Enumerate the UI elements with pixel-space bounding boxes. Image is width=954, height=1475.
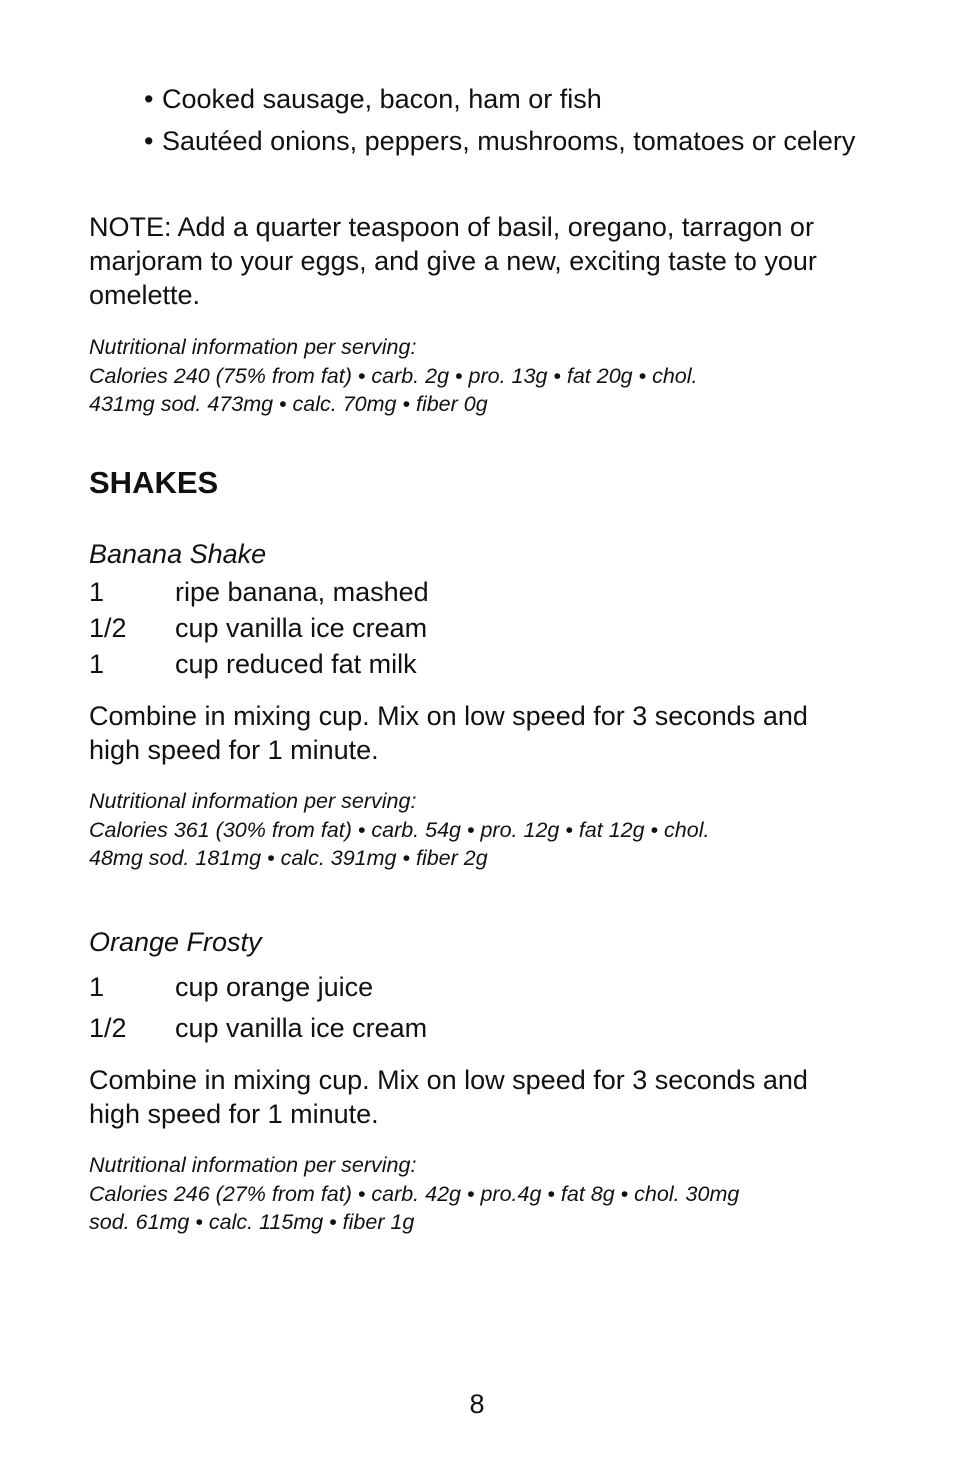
omelette-note: NOTE: Add a quarter teaspoon of basil, oregano, tarragon or marjoram to your eggs, and give a new, exciting taste to your omelette. (89, 212, 817, 310)
nutrition-line: Calories 246 (27% from fat) • carb. 42g • pro.4g • fat 8g • chol. 30mg (89, 1181, 740, 1206)
ingredient-item: cup vanilla ice cream (175, 613, 428, 643)
recipe-title: Banana Shake (89, 539, 267, 569)
list-item (144, 82, 864, 117)
nutrition-line: 431mg sod. 473mg • calc. 70mg • fiber 0g (89, 392, 488, 416)
nutrition-heading: Nutritional information per serving: (89, 335, 417, 359)
list-item-text: Cooked sausage, bacon, ham or fish (162, 84, 602, 114)
nutrition-heading: Nutritional information per serving: (89, 1153, 417, 1177)
recipe-nutrition (89, 1151, 879, 1237)
nutrition-line: Calories 240 (75% from fat) • carb. 2g • pro. 13g • fat 20g • chol. (89, 363, 698, 388)
ingredient-qty: 1/2 (89, 1013, 127, 1043)
nutrition-line: sod. 61mg • calc. 115mg • fiber 1g (89, 1210, 415, 1234)
recipe-directions: Combine in mixing cup. Mix on low speed for 3 seconds and high speed for 1 minute. (89, 701, 808, 765)
page-number: 8 (469, 1389, 485, 1419)
ingredient-qty: 1 (89, 577, 105, 607)
ingredient-item: cup vanilla ice cream (175, 1013, 428, 1043)
list-item (144, 124, 864, 159)
bullet-glyph: • (144, 84, 154, 114)
recipe-directions: Combine in mixing cup. Mix on low speed for 3 seconds and high speed for 1 minute. (89, 1065, 808, 1129)
recipe-title: Orange Frosty (89, 927, 262, 957)
nutrition-line: Calories 361 (30% from fat) • carb. 54g • pro. 12g • fat 12g • chol. (89, 817, 710, 842)
list-item-text: Sautéed onions, peppers, mushrooms, tomatoes or celery (162, 126, 856, 156)
recipe-nutrition (89, 787, 879, 873)
nutrition-line: 48mg sod. 181mg • calc. 391mg • fiber 2g (89, 846, 488, 870)
ingredient-item: ripe banana, mashed (175, 577, 429, 607)
omelette-nutrition (89, 333, 879, 419)
bullet-glyph: • (144, 126, 154, 156)
ingredient-item: cup reduced fat milk (175, 649, 417, 679)
section-heading: SHAKES (89, 465, 219, 500)
nutrition-heading: Nutritional information per serving: (89, 789, 417, 813)
ingredient-qty: 1/2 (89, 613, 127, 643)
ingredient-qty: 1 (89, 649, 105, 679)
ingredient-item: cup orange juice (175, 972, 374, 1002)
ingredient-qty: 1 (89, 972, 105, 1002)
